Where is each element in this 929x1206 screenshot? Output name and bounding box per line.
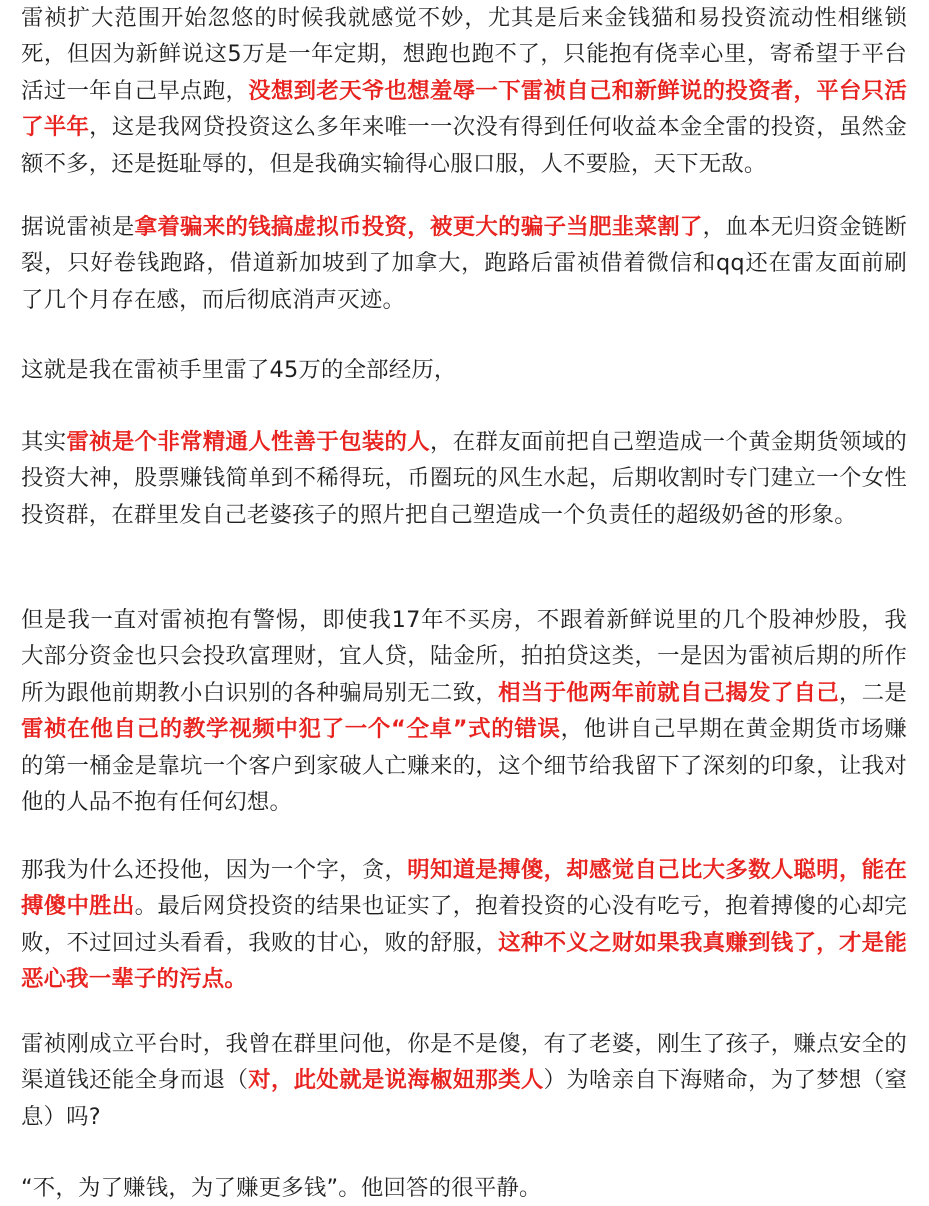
paragraph-8 <box>21 1170 907 1206</box>
paragraph-6-highlight: 这种不义之财如果我真赚到钱了，才是能恶心我一辈子的污点。 <box>21 929 907 993</box>
paragraph-1-text: ，这是我网贷投资这么多年来唯一一次没有得到任何收益本金全雷的投资，虽然金额不多，还是挺耻辱的，但是我确实输得心服口服，人不要脸，天下无敌。 <box>21 114 907 177</box>
paragraph-2 <box>21 209 907 318</box>
paragraph-6-text: 。最后网贷投资的结果也证实了，抱着投资的心没有吃亏，抱着搏傻的心却完败，不过回过头看看，我败的甘心，败的舒服， <box>21 893 907 956</box>
paragraph-1-text: 雷祯扩大范围开始忽悠的时候我就感觉不妙，尤其是后来金钱猫和易投资流动性相继锁死，但因为新鲜说这5万是一年定期，想跑也跑不了，只能抱有侥幸心里，寄希望于平台活过一年自己早点跑， <box>21 5 907 104</box>
paragraph-6 <box>21 852 907 998</box>
paragraph-5-text: ，他讲自己早期在黄金期货市场赚的第一桶金是靠坑一个客户到家破人亡赚来的，这个细节给我留下了深刻的印象，让我对他的人品不抱有任何幻想。 <box>21 716 907 816</box>
paragraph-5-highlight: 雷祯在他自己的教学视频中犯了一个“仝卓”式的错误 <box>21 716 561 743</box>
paragraph-7 <box>21 1026 907 1135</box>
paragraph-1-highlight: 没想到老天爷也想羞辱一下雷祯自己和新鲜说的投资者，平台只活了半年 <box>21 77 907 141</box>
paragraph-6-text: 那我为什么还投他，因为一个字，贪， <box>21 857 408 883</box>
paragraph-3 <box>21 352 907 388</box>
paragraph-1 <box>21 0 907 182</box>
paragraph-5 <box>21 602 907 820</box>
paragraph-8-text: “不，为了赚钱，为了赚更多钱”。他回答的很平静。 <box>21 1175 542 1201</box>
paragraph-4-highlight: 雷祯是个非常精通人性善于包装的人 <box>66 429 430 455</box>
paragraph-6-highlight: 明知道是搏傻，却感觉自己比大多数人聪明，能在搏傻中胜出 <box>21 857 907 920</box>
paragraph-7-text: 雷祯刚成立平台时，我曾在群里问他，你是不是傻，有了老婆，刚生了孩子，赚点安全的渠道钱还能全身而退（ <box>21 1031 907 1094</box>
paragraph-3-text: 这就是我在雷祯手里雷了45万的全部经历， <box>21 357 457 383</box>
paragraph-7-highlight: 对，此处就是说海椒妞那类人 <box>248 1067 544 1094</box>
paragraph-5-text: ，二是 <box>838 679 908 706</box>
paragraph-4 <box>21 424 907 533</box>
paragraph-4-text: 其实 <box>21 429 67 455</box>
paragraph-5-highlight: 相当于他两年前就自己揭发了自己 <box>498 679 839 706</box>
paragraph-2-text: 据说雷祯是 <box>21 214 135 240</box>
paragraph-2-highlight: 拿着骗来的钱搞虚拟币投资，被更大的骗子当肥韭菜割了 <box>134 214 703 240</box>
paragraph-5-text: 但是我一直对雷祯抱有警惕，即使我17年不买房，不跟着新鲜说里的几个股神炒股，我大部分资金也只会投玖富理财，宜人贷，陆金所，拍拍贷这类，一是因为雷祯后期的所作所为跟他前期教小白识别的各种骗局别无二致， <box>21 607 907 706</box>
paragraph-2-text: ，血本无归资金链断裂，只好卷钱跑路，借道新加坡到了加拿大，跑路后雷祯借着微信和qq还在雷友面前刷了几个月存在感，而后彻底消声灭迹。 <box>21 214 907 313</box>
paragraph-7-text: ）为啥亲自下海赌命，为了梦想（窒息）吗? <box>21 1067 907 1130</box>
paragraph-4-text: ，在群友面前把自己塑造成一个黄金期货领域的投资大神，股票赚钱简单到不稀得玩，币圈玩的风生水起，后期收割时专门建立一个女性投资群，在群里发自己老婆孩子的照片把自己塑造成一个负责任的超级奶爸的形象。 <box>21 429 908 528</box>
